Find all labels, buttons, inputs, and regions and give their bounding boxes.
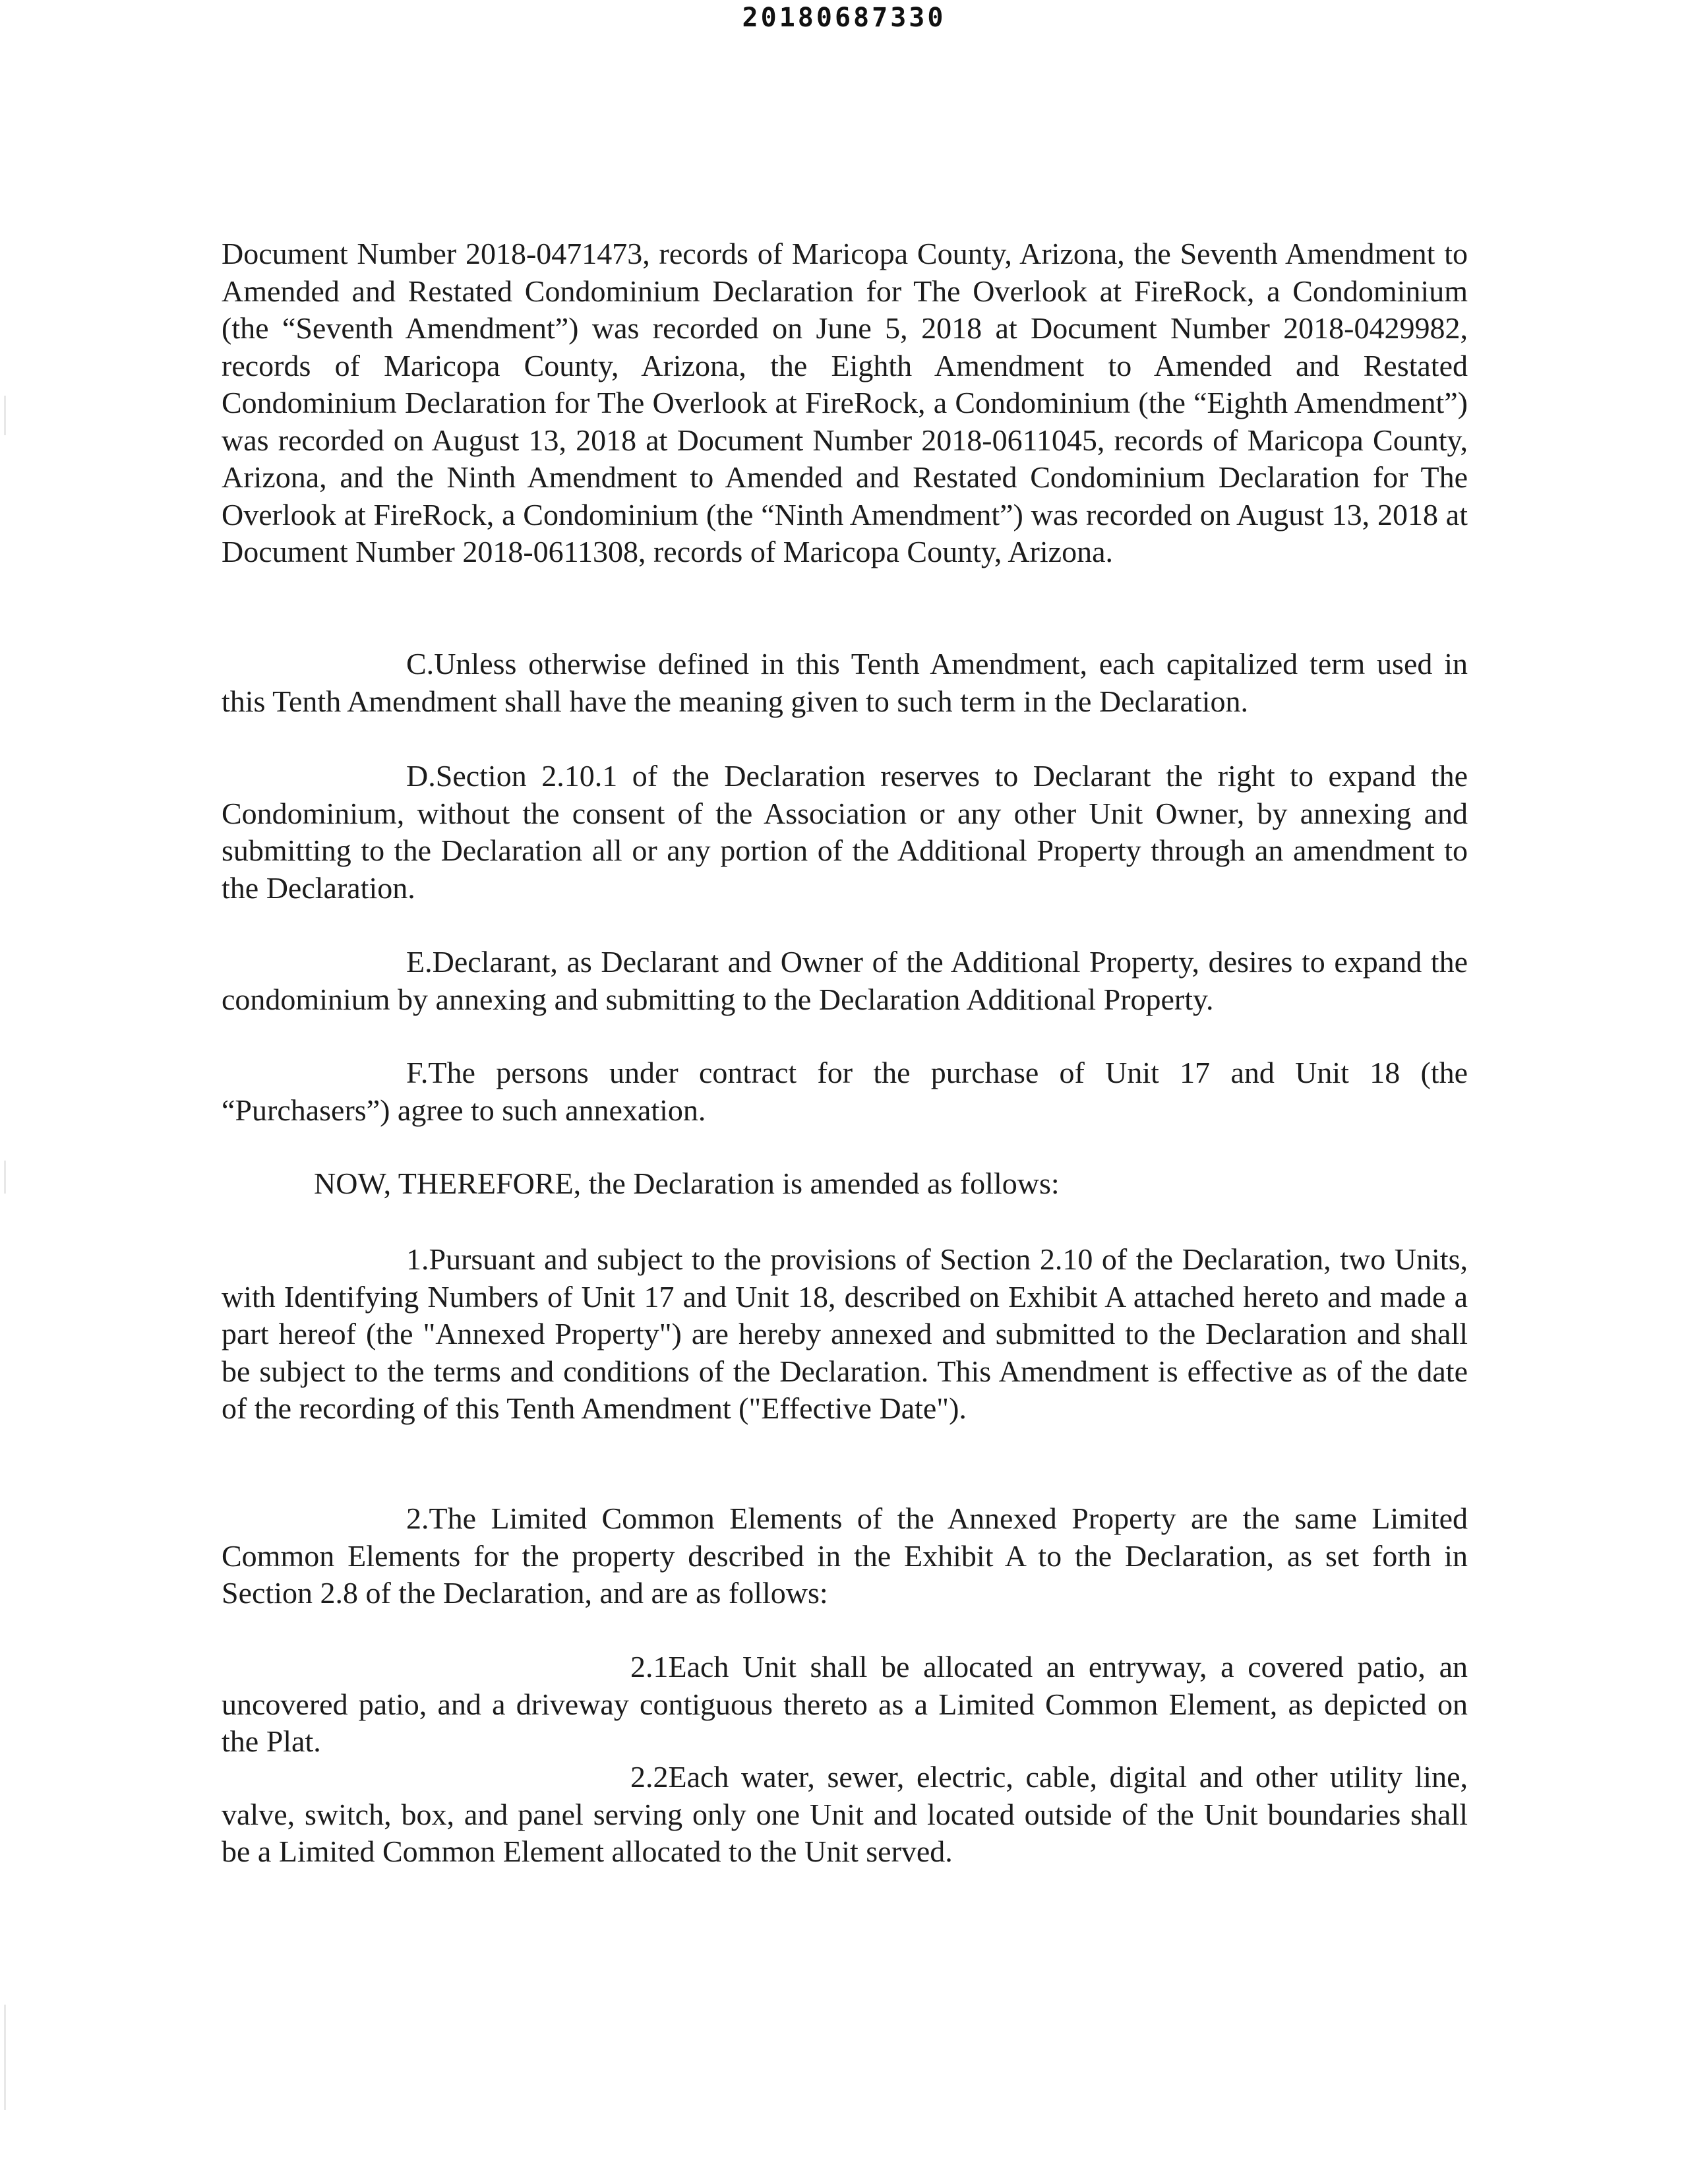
recital-c-text: Unless otherwise defined in this Tenth Amendment, each capitalized term used in this Tenth Amendment shall have the meaning given to such term in the Declaration.: [222, 647, 1468, 718]
scan-edge-mark: [4, 1161, 6, 1194]
recital-e-paragraph: [222, 944, 1468, 1018]
section-2-text: The Limited Common Elements of the Annexed Property are the same Limited Common Elements for the property described in the Exhibit A to the Declaration, as set forth in Section 2.8 of the Declaration, and are as follows:: [222, 1502, 1468, 1610]
section-1-paragraph: [222, 1241, 1468, 1428]
subsection-2-2-label: 2.2: [630, 1760, 669, 1794]
now-therefore: [222, 1165, 1468, 1203]
recital-f-label: F.: [406, 1056, 429, 1089]
section-1-label: 1.: [406, 1242, 429, 1276]
subsection-2-1-label: 2.1: [630, 1650, 669, 1684]
recital-f-text: The persons under contract for the purchase of Unit 17 and Unit 18 (the “Purchasers”) agree to such annexation.: [222, 1056, 1468, 1127]
subsection-2-2: [222, 1759, 1468, 1871]
subsection-2-2-paragraph: [222, 1759, 1468, 1871]
opening-paragraph: [222, 235, 1468, 571]
now-therefore-text: NOW, THEREFORE, the Declaration is amended as follows:: [314, 1167, 1060, 1200]
section-1-text: Pursuant and subject to the provisions of Section 2.10 of the Declaration, two Units, with Identifying Numbers of Unit 17 and Unit 18, described on Exhibit A attached hereto and made a part hereof (the "Annexed Property") are hereby annexed and submitted to the Declaration and shall be subject to the terms and conditions of the Declaration. This Amendment is effective as of the date of the recording of this Tenth Amendment ("Effective Date").: [222, 1242, 1468, 1425]
section-2-label: 2.: [406, 1502, 429, 1535]
recital-c: [222, 646, 1468, 720]
recital-f-paragraph: [222, 1054, 1468, 1129]
recital-c-label: C.: [406, 647, 435, 681]
recital-d-label: D.: [406, 759, 436, 793]
section-1: [222, 1241, 1468, 1428]
scan-edge-mark: [4, 2005, 6, 2110]
recital-d: [222, 758, 1468, 907]
subsection-2-2-text: Each water, sewer, electric, cable, digital and other utility line, valve, switch, box, and panel serving only one Unit and located outside of the Unit boundaries shall be a Limited Common Element allocated to the Unit served.: [222, 1760, 1468, 1868]
subsection-2-1-text: Each Unit shall be allocated an entryway, a covered patio, an uncovered patio, and a driveway contiguous thereto as a Limited Common Element, as depicted on the Plat.: [222, 1650, 1468, 1758]
opening-paragraph-text: Document Number 2018-0471473, records of Maricopa County, Arizona, the Seventh Amendment to Amended and Restated Condominium Declaration for The Overlook at FireRock, a Condominium (the “Seventh Amendment”) was recorded on June 5, 2018 at Document Number 2018-0429982, records of Maricopa County, Arizona, the Eighth Amendment to Amended and Restated Condominium Declaration for The Overlook at FireRock, a Condominium (the “Eighth Amendment”) was recorded on August 13, 2018 at Document Number 2018-0611045, records of Maricopa County, Arizona, and the Ninth Amendment to Amended and Restated Condominium Declaration for The Overlook at FireRock, a Condominium (the “Ninth Amendment”) was recorded on August 13, 2018 at Document Number 2018-0611308, records of Maricopa County, Arizona.: [222, 237, 1468, 568]
subsection-2-1: [222, 1649, 1468, 1761]
recital-d-paragraph: [222, 758, 1468, 907]
recital-e: [222, 944, 1468, 1018]
subsection-2-1-paragraph: [222, 1649, 1468, 1761]
section-2: [222, 1500, 1468, 1612]
recital-e-text: Declarant, as Declarant and Owner of the Additional Property, desires to expand the condominium by annexing and submitting to the Declaration Additional Property.: [222, 945, 1468, 1016]
recording-number: 20180687330: [742, 3, 946, 33]
recital-c-paragraph: [222, 646, 1468, 720]
scan-edge-mark: [4, 396, 6, 435]
recital-d-text: Section 2.10.1 of the Declaration reserves to Declarant the right to expand the Condominium, without the consent of the Association or any other Unit Owner, by annexing and submitting to the Declaration all or any portion of the Additional Property through an amendment to the Declaration.: [222, 759, 1468, 905]
section-2-paragraph: [222, 1500, 1468, 1612]
recital-f: [222, 1054, 1468, 1129]
recital-e-label: E.: [406, 945, 433, 979]
